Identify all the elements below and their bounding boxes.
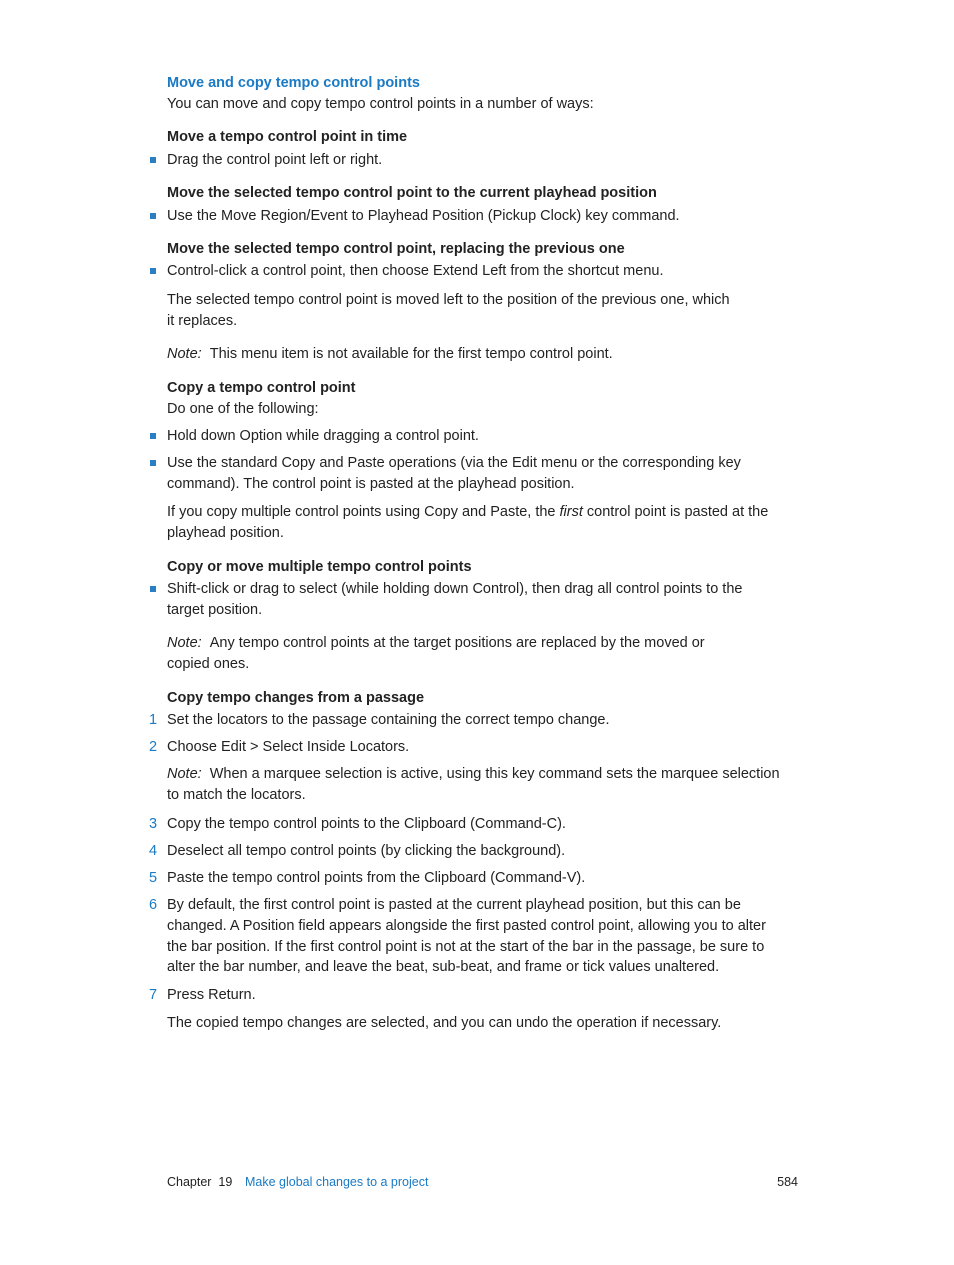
note-text: to match the locators. xyxy=(167,787,306,803)
step-text: Copy the tempo control points to the Clipboard (Command-C). xyxy=(167,816,566,832)
bullet-text: Control-click a control point, then choose Extend Left from the shortcut menu. xyxy=(167,263,664,279)
step-text: Set the locators to the passage containing the correct tempo change. xyxy=(167,712,610,728)
paragraph-line xyxy=(167,502,787,523)
paragraph-line: playhead position. xyxy=(167,525,284,541)
bullet-text: Use the standard Copy and Paste operations (via the Edit menu or the corresponding key xyxy=(167,455,741,471)
heading-copy-multiple: Copy or move multiple tempo control points xyxy=(167,559,472,575)
bullet-text: command). The control point is pasted at the playhead position. xyxy=(167,476,575,492)
note xyxy=(167,764,787,785)
section-title: Move and copy tempo control points xyxy=(167,75,420,91)
paragraph-text: control point is pasted at the xyxy=(582,504,769,520)
paragraph-text: If you copy multiple control points using Copy and Paste, the xyxy=(167,504,560,520)
note-label: Note: xyxy=(167,346,202,362)
page-number: 584 xyxy=(777,1175,798,1189)
bullet-marker xyxy=(150,213,156,219)
heading-move-to-playhead: Move the selected tempo control point to the current playhead position xyxy=(167,185,657,201)
bullet-text: Shift-click or drag to select (while holding down Control), then drag all control points to the xyxy=(167,581,743,597)
step-text: changed. A Position field appears alongside the first pasted control point, allowing you to alter xyxy=(167,918,766,934)
note-text: Any tempo control points at the target positions are replaced by the moved or xyxy=(209,635,705,651)
paragraph-emphasis: first xyxy=(559,504,583,520)
note-text: This menu item is not available for the first tempo control point. xyxy=(209,346,613,362)
footer-chapter: Chapter 19 xyxy=(167,1175,233,1189)
bullet-text: Hold down Option while dragging a control point. xyxy=(167,428,479,444)
step-number: 2 xyxy=(148,739,158,755)
step-text: Deselect all tempo control points (by clicking the background). xyxy=(167,843,566,859)
step-text: By default, the first control point is pasted at the current playhead position, but this can be xyxy=(167,897,741,913)
paragraph-line: it replaces. xyxy=(167,313,238,329)
bullet-text: Drag the control point left or right. xyxy=(167,152,383,168)
step-number: 4 xyxy=(148,843,158,859)
bullet-marker xyxy=(150,586,156,592)
step-text: Press Return. xyxy=(167,987,256,1003)
footer-chapter-link[interactable]: Make global changes to a project xyxy=(245,1175,429,1189)
bullet-marker xyxy=(150,460,156,466)
step-text: Paste the tempo control points from the Clipboard (Command-V). xyxy=(167,870,586,886)
note-label: Note: xyxy=(167,635,202,651)
step-number: 5 xyxy=(148,870,158,886)
copy-point-intro: Do one of the following: xyxy=(167,401,319,417)
step-number: 3 xyxy=(148,816,158,832)
step-text: alter the bar number, and leave the beat, sub-beat, and frame or tick values unaltered. xyxy=(167,959,720,975)
note-text: copied ones. xyxy=(167,656,250,672)
note xyxy=(167,633,787,654)
bullet-text: Use the Move Region/Event to Playhead Position (Pickup Clock) key command. xyxy=(167,208,680,224)
bullet-marker xyxy=(150,268,156,274)
note-text: When a marquee selection is active, using this key command sets the marquee selection xyxy=(209,766,780,782)
final-paragraph: The copied tempo changes are selected, and you can undo the operation if necessary. xyxy=(167,1015,722,1031)
section-intro: You can move and copy tempo control points in a number of ways: xyxy=(167,96,594,112)
bullet-marker xyxy=(150,157,156,163)
heading-move-replacing: Move the selected tempo control point, replacing the previous one xyxy=(167,241,625,257)
heading-move-in-time: Move a tempo control point in time xyxy=(167,129,408,145)
heading-copy-point: Copy a tempo control point xyxy=(167,380,356,396)
paragraph-line: The selected tempo control point is moved left to the position of the previous one, which xyxy=(167,292,730,308)
note-label: Note: xyxy=(167,766,202,782)
step-number: 1 xyxy=(148,712,158,728)
heading-copy-passage: Copy tempo changes from a passage xyxy=(167,690,425,706)
step-number: 6 xyxy=(148,897,158,913)
bullet-marker xyxy=(150,433,156,439)
step-number: 7 xyxy=(148,987,158,1003)
note xyxy=(167,344,787,365)
step-text: the bar position. If the first control point is not at the start of the bar in the passage, be sure to xyxy=(167,939,765,955)
step-text: Choose Edit > Select Inside Locators. xyxy=(167,739,410,755)
bullet-text: target position. xyxy=(167,602,263,618)
